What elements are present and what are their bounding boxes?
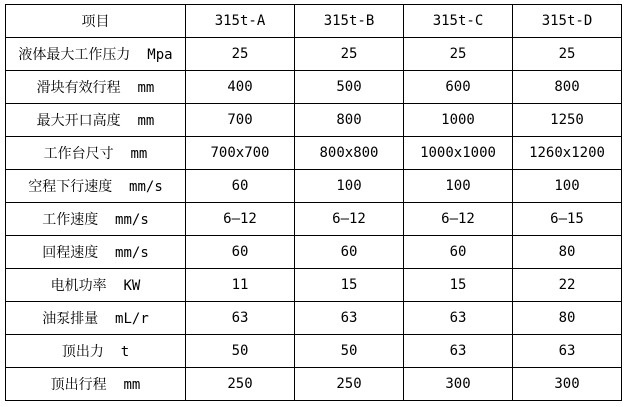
cell-value: 1250: [513, 104, 622, 137]
cell-value: 6—12: [404, 203, 513, 236]
cell-value: 63: [404, 335, 513, 368]
cell-value: 300: [404, 368, 513, 401]
cell-value: 800x800: [295, 137, 404, 170]
cell-value: 60: [404, 236, 513, 269]
cell-value: 250: [186, 368, 295, 401]
cell-value: 25: [513, 38, 622, 71]
row-label: 空程下行速度 mm/s: [6, 170, 186, 203]
row-label: 最大开口高度 mm: [6, 104, 186, 137]
cell-value: 700: [186, 104, 295, 137]
table-row: [6, 104, 622, 137]
cell-value: 15: [404, 269, 513, 302]
cell-value: 25: [186, 38, 295, 71]
cell-value: 800: [513, 71, 622, 104]
table-row: [6, 203, 622, 236]
table-header-row: [6, 5, 622, 38]
table-row: [6, 368, 622, 401]
spec-table: [5, 4, 622, 401]
table-row: [6, 170, 622, 203]
table-row: [6, 71, 622, 104]
row-label: 电机功率 KW: [6, 269, 186, 302]
row-label: 油泵排量 mL/r: [6, 302, 186, 335]
header-cell-model-c: 315t-C: [404, 5, 513, 38]
cell-value: 600: [404, 71, 513, 104]
cell-value: 500: [295, 71, 404, 104]
cell-value: 100: [295, 170, 404, 203]
cell-value: 800: [295, 104, 404, 137]
cell-value: 22: [513, 269, 622, 302]
cell-value: 60: [186, 170, 295, 203]
spec-table-body: [6, 38, 622, 401]
cell-value: 6—12: [186, 203, 295, 236]
cell-value: 400: [186, 71, 295, 104]
header-cell-item: 项目: [6, 5, 186, 38]
cell-value: 6—15: [513, 203, 622, 236]
row-label: 液体最大工作压力 Mpa: [6, 38, 186, 71]
row-label: 工作速度 mm/s: [6, 203, 186, 236]
cell-value: 63: [513, 335, 622, 368]
row-label: 滑块有效行程 mm: [6, 71, 186, 104]
cell-value: 6—12: [295, 203, 404, 236]
header-cell-model-d: 315t-D: [513, 5, 622, 38]
cell-value: 11: [186, 269, 295, 302]
cell-value: 15: [295, 269, 404, 302]
cell-value: 300: [513, 368, 622, 401]
cell-value: 700x700: [186, 137, 295, 170]
table-row: [6, 236, 622, 269]
cell-value: 63: [295, 302, 404, 335]
cell-value: 63: [186, 302, 295, 335]
row-label: 顶出行程 mm: [6, 368, 186, 401]
cell-value: 50: [295, 335, 404, 368]
cell-value: 1000: [404, 104, 513, 137]
cell-value: 80: [513, 302, 622, 335]
table-row: [6, 38, 622, 71]
cell-value: 250: [295, 368, 404, 401]
cell-value: 25: [404, 38, 513, 71]
header-cell-model-b: 315t-B: [295, 5, 404, 38]
cell-value: 1260x1200: [513, 137, 622, 170]
cell-value: 25: [295, 38, 404, 71]
cell-value: 100: [513, 170, 622, 203]
cell-value: 50: [186, 335, 295, 368]
cell-value: 1000x1000: [404, 137, 513, 170]
row-label: 顶出力 t: [6, 335, 186, 368]
table-row: [6, 269, 622, 302]
cell-value: 100: [404, 170, 513, 203]
table-row: [6, 335, 622, 368]
cell-value: 80: [513, 236, 622, 269]
cell-value: 60: [295, 236, 404, 269]
row-label: 工作台尺寸 mm: [6, 137, 186, 170]
row-label: 回程速度 mm/s: [6, 236, 186, 269]
table-row: [6, 137, 622, 170]
cell-value: 60: [186, 236, 295, 269]
cell-value: 63: [404, 302, 513, 335]
table-row: [6, 302, 622, 335]
header-cell-model-a: 315t-A: [186, 5, 295, 38]
